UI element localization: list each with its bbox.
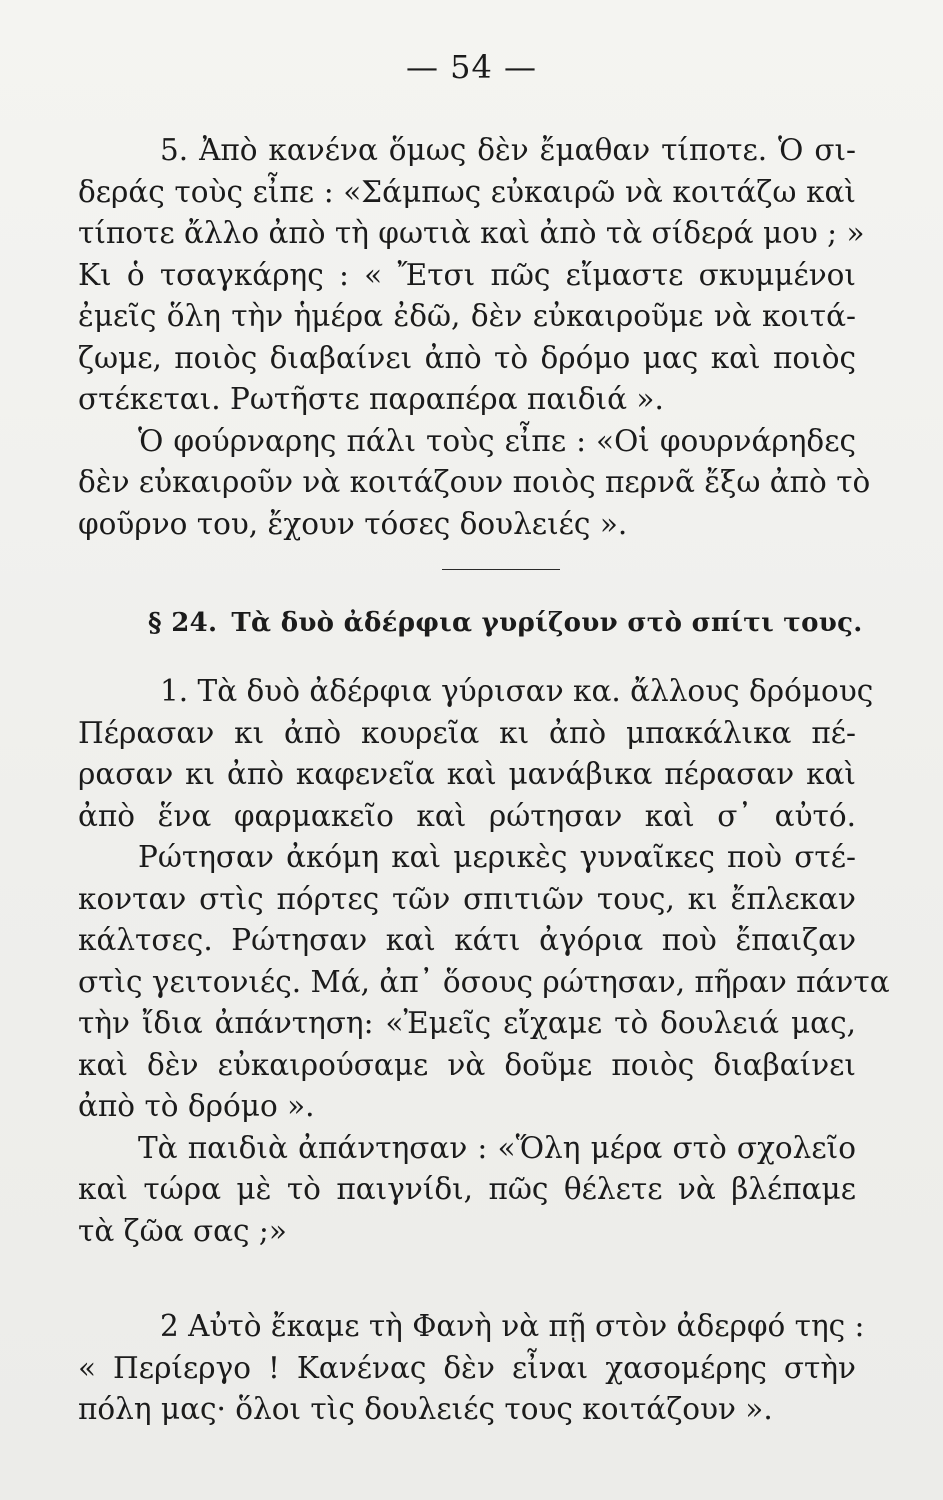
section-title: Τὰ δυὸ ἀδέρφια γυρίζουν στὸ σπίτι τους.	[231, 608, 863, 638]
paragraph-2	[78, 1306, 865, 1431]
text-line: καὶ τώρα μὲ τὸ παιγνίδι, πῶς θέλετε νὰ βλέπαμε	[78, 1172, 856, 1206]
text-line: φοῦρνο του, ἔχουν τόσες δουλειές ».	[78, 506, 628, 541]
text-line: πόλη μας· ὅλοι τὶς δουλειές τους κοιτάζουν ».	[78, 1392, 773, 1426]
text-line: κάλτσες. Ρώτησαν καὶ κάτι ἀγόρια ποὺ ἔπαιζαν	[78, 923, 856, 957]
text-line: τὴν ἴδια ἀπάντηση: «Ἐμεῖς εἴχαμε τὸ δουλειά μας,	[78, 1006, 856, 1040]
text-line: Κι ὁ τσαγκάρης : « Ἔτσι πῶς εἴμαστε σκυμμένοι	[78, 257, 856, 292]
text-line: ρασαν κι ἀπὸ καφενεῖα καὶ μανάβικα πέρασαν καὶ	[78, 757, 856, 791]
text-line: ἀπὸ ἕνα φαρμακεῖο καὶ ρώτησαν καὶ σ᾽ αὐτό.	[78, 798, 856, 833]
text-line: στὶς γειτονιές. Μά, ἀπ᾽ ὅσους ρώτησαν, πῆραν πάντα	[78, 964, 890, 999]
text-line: Ὁ φούρναρης πάλι τοὺς εἶπε : «Οἱ φουρνάρηδες	[138, 423, 856, 458]
section-divider	[442, 569, 560, 570]
text-line: δὲν εὐκαιροῦν νὰ κοιτάζουν ποιὸς περνᾶ ἔξω ἀπὸ τὸ	[78, 465, 871, 499]
text-line: 5. Ἀπὸ κανένα ὅμως δὲν ἔμαθαν τίποτε. Ὁ σι-	[160, 133, 856, 167]
text-line: δεράς τοὺς εἶπε : «Σάμπως εὐκαιρῶ νὰ κοιτάζω καὶ	[78, 174, 856, 209]
text-line: στέκεται. Ρωτῆστε παραπέρα παιδιά ».	[78, 382, 664, 416]
text-line: 1. Τὰ δυὸ ἀδέρφια γύρισαν κα. ἄλλους δρόμους	[160, 674, 874, 708]
text-line: ἀπὸ τὸ δρόμο ».	[78, 1089, 315, 1123]
text-line: « Περίεργο ! Κανένας δὲν εἶναι χασομέρης στὴν	[78, 1350, 856, 1385]
text-line: Τὰ παιδιὰ ἀπάντησαν : «Ὅλη μέρα στὸ σχολεῖο	[138, 1130, 856, 1165]
text-line: καὶ δὲν εὐκαιρούσαμε νὰ δοῦμε ποιὸς διαβαίνει	[78, 1047, 856, 1082]
section-number: § 24.	[148, 608, 218, 638]
page-number: — 54 —	[405, 48, 538, 86]
text-line: τίποτε ἄλλο ἀπὸ τὴ φωτιὰ καὶ ἀπὸ τὰ σίδερά μου ; »	[78, 216, 865, 250]
text-line: τὰ ζῶα σας ;»	[78, 1213, 287, 1248]
text-line: ἐμεῖς ὅλη τὴν ἡμέρα ἐδῶ, δὲν εὐκαιροῦμε νὰ κοιτά-	[78, 299, 856, 333]
text-line: Ρώτησαν ἀκόμη καὶ μερικὲς γυναῖκες ποὺ στέ-	[138, 840, 856, 874]
text-line: κονταν στὶς πόρτες τῶν σπιτιῶν τους, κι ἔπλεκαν	[78, 881, 856, 916]
text-line: 2 Αὐτὸ ἔκαμε τὴ Φανὴ νὰ πῇ στὸν ἀδερφό της :	[160, 1309, 865, 1343]
text-line: Πέρασαν κι ἀπὸ κουρεῖα κι ἀπὸ μπακάλικα πέ-	[78, 715, 856, 750]
section-heading	[148, 608, 863, 638]
paragraph-1	[78, 671, 890, 1252]
paragraph-5	[78, 130, 871, 545]
text-line: ζωμε, ποιὸς διαβαίνει ἀπὸ τὸ δρόμο μας καὶ ποιὸς	[78, 340, 856, 375]
